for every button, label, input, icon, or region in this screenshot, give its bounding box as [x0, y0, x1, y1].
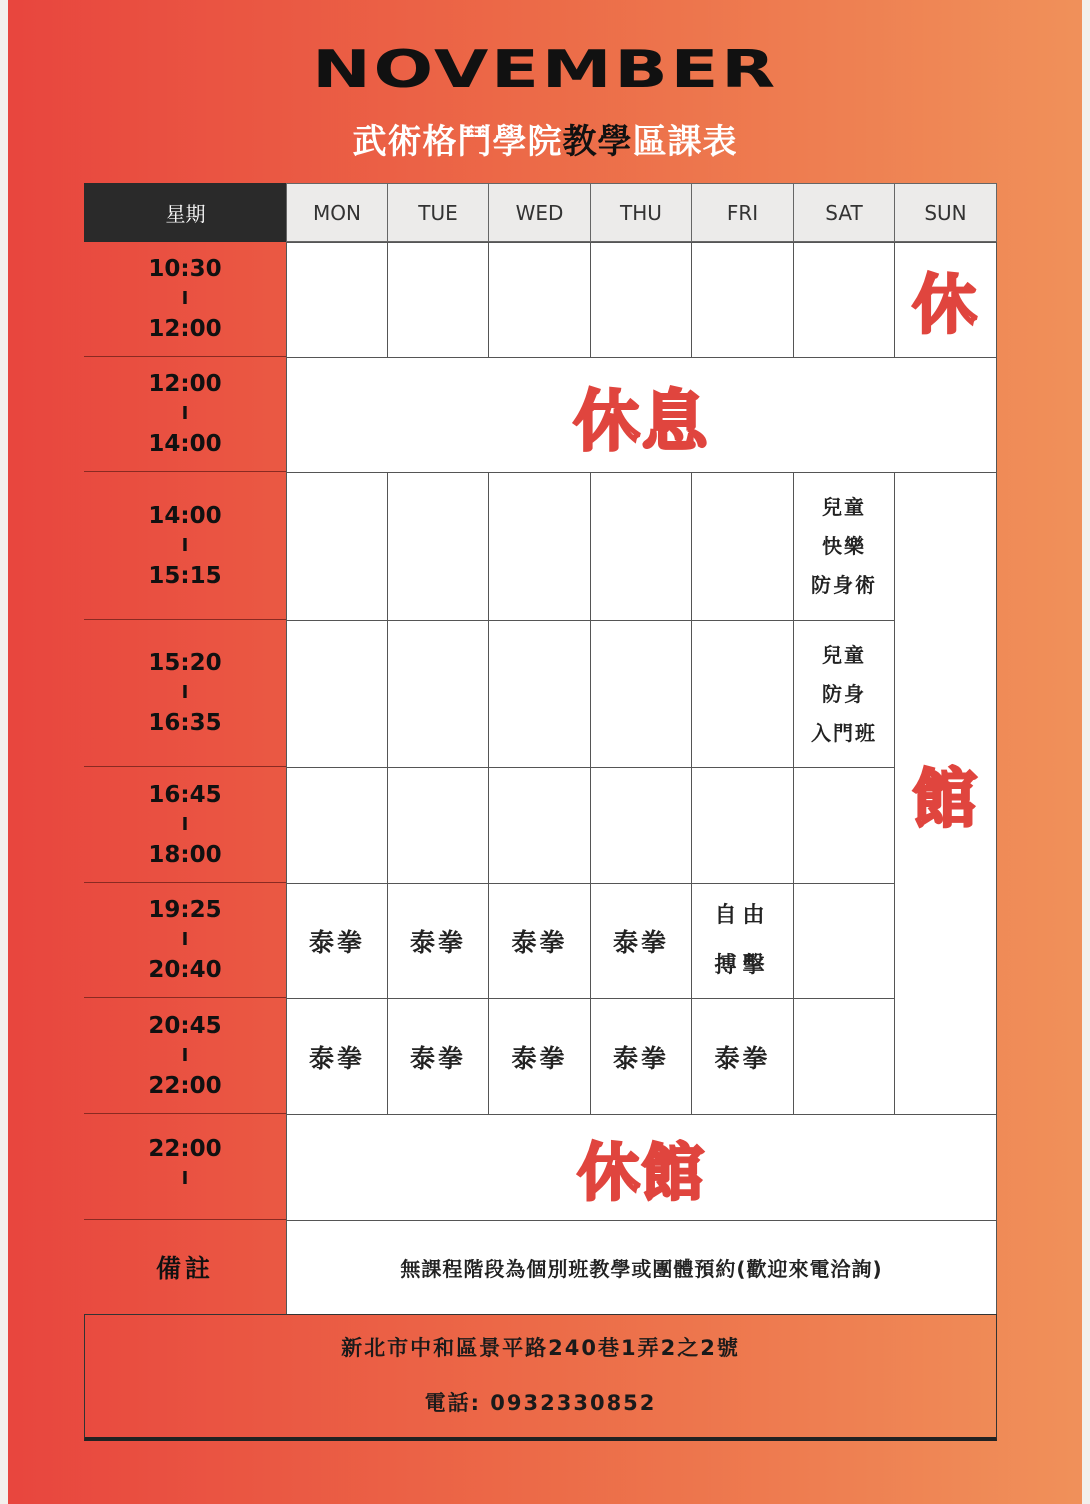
time-slot-1645: [84, 767, 286, 883]
class-muay-thai-tue-2045: 泰拳: [387, 998, 489, 1115]
time-slot-2200: [84, 1114, 286, 1220]
slot-sat-1645: [793, 767, 895, 884]
time-end: 12:00: [148, 316, 222, 342]
remark-text: 無課程階段為個別班教學或團體預約(歡迎來電洽詢): [286, 1220, 997, 1315]
time-start: 10:30: [148, 256, 222, 282]
time-start: 15:20: [148, 650, 222, 676]
slot-thu-1400: [590, 472, 692, 621]
time-separator: I: [181, 534, 189, 556]
slot-mon-1520: [286, 620, 388, 768]
slot-fri-1030: [691, 242, 794, 358]
subtitle-academy: 武術格鬥學院: [352, 122, 563, 162]
time-slot-1400: [84, 472, 286, 620]
slot-thu-1645: [590, 767, 692, 884]
class-line: 兒童: [822, 642, 866, 667]
class-muay-thai-thu-1925: 泰拳: [590, 883, 692, 999]
slot-wed-1520: [488, 620, 591, 768]
day-header-wed: WED: [488, 183, 591, 242]
time-separator: I: [181, 403, 189, 424]
time-end: 14:00: [148, 431, 222, 457]
class-line: 搏擊: [714, 953, 771, 978]
slot-tue-1400: [387, 472, 489, 621]
time-separator: I: [181, 813, 189, 835]
time-start: 20:45: [148, 1012, 222, 1039]
time-slot-1520: [84, 620, 286, 767]
slot-mon-1400: [286, 472, 388, 621]
schedule-table: [84, 183, 997, 1441]
weekday-corner-label: 星期: [84, 183, 287, 242]
class-line: 自由: [714, 903, 771, 928]
time-separator: I: [181, 929, 189, 950]
slot-wed-1400: [488, 472, 591, 621]
time-start: 16:45: [148, 781, 222, 808]
day-header-sat: SAT: [793, 183, 895, 242]
time-slot-1030: [84, 242, 286, 357]
time-end: 16:35: [148, 710, 222, 736]
class-muay-thai-mon-2045: 泰拳: [286, 998, 388, 1115]
left-border: [0, 0, 8, 1504]
address: 新北市中和區景平路240巷1弄2之2號: [341, 1336, 740, 1360]
subtitle-area: 區: [632, 122, 668, 162]
sunday-closed-bottom: 館: [894, 472, 997, 1115]
slot-sat-2045: [793, 998, 895, 1115]
class-kids-self-defense-intro: [793, 620, 895, 768]
slot-tue-1030: [387, 242, 489, 358]
slot-tue-1520: [387, 620, 489, 768]
remark-label: 備註: [155, 1254, 214, 1283]
day-header-fri: FRI: [691, 183, 794, 242]
day-header-mon: MON: [286, 183, 388, 242]
class-line: 兒童: [822, 495, 866, 519]
class-muay-thai-wed-1925: 泰拳: [488, 883, 591, 999]
day-header-sun: SUN: [894, 183, 997, 242]
class-free-sparring-fri: [691, 883, 794, 999]
class-muay-thai-thu-2045: 泰拳: [590, 998, 692, 1115]
slot-thu-1030: [590, 242, 692, 358]
phone-number: 電話: 0932330852: [424, 1391, 657, 1415]
subtitle-schedule: 課表: [667, 122, 738, 162]
time-separator: I: [181, 1168, 189, 1189]
slot-mon-1645: [286, 767, 388, 884]
lunch-break: 休息: [286, 357, 997, 473]
slot-thu-1520: [590, 620, 692, 768]
day-header-thu: THU: [590, 183, 692, 242]
time-slot-1925: [84, 883, 286, 998]
slot-mon-1030: [286, 242, 388, 358]
slot-sat-1030: [793, 242, 895, 358]
class-line: 入門班: [811, 720, 877, 745]
time-separator: I: [181, 1044, 189, 1066]
slot-tue-1645: [387, 767, 489, 884]
slot-fri-1520: [691, 620, 794, 768]
time-start: 12:00: [148, 371, 222, 397]
class-kids-fun-self-defense: [793, 472, 895, 621]
class-line: 防身術: [811, 573, 877, 597]
time-separator: I: [181, 682, 189, 703]
time-separator: I: [181, 288, 189, 309]
schedule-subtitle: [0, 114, 1090, 163]
right-border: [1082, 0, 1090, 1504]
time-end: 15:15: [148, 562, 222, 589]
day-header-tue: TUE: [387, 183, 489, 242]
footer-contact: [84, 1314, 997, 1441]
class-muay-thai-tue-1925: 泰拳: [387, 883, 489, 999]
time-end: 22:00: [148, 1072, 222, 1099]
time-start: 14:00: [148, 502, 222, 529]
slot-wed-1645: [488, 767, 591, 884]
class-muay-thai-mon-1925: 泰拳: [286, 883, 388, 999]
sunday-closed-top: 休: [894, 242, 997, 358]
slot-fri-1400: [691, 472, 794, 621]
closing-time: 休館: [286, 1114, 997, 1221]
subtitle-teaching: 教學: [562, 122, 633, 162]
slot-wed-1030: [488, 242, 591, 358]
slot-fri-1645: [691, 767, 794, 884]
time-end: 18:00: [148, 841, 222, 868]
time-slot-1200: [84, 357, 286, 472]
class-muay-thai-fri-2045: 泰拳: [691, 998, 794, 1115]
slot-sat-1925: [793, 883, 895, 999]
class-line: 快樂: [822, 534, 866, 558]
time-end: 20:40: [148, 957, 222, 983]
time-slot-2045: [84, 998, 286, 1114]
time-start: 19:25: [148, 897, 222, 923]
time-start: 22:00: [148, 1136, 222, 1162]
class-line: 防身: [822, 681, 866, 706]
month-title: NOVEMBER: [312, 40, 778, 100]
class-muay-thai-wed-2045: 泰拳: [488, 998, 591, 1115]
